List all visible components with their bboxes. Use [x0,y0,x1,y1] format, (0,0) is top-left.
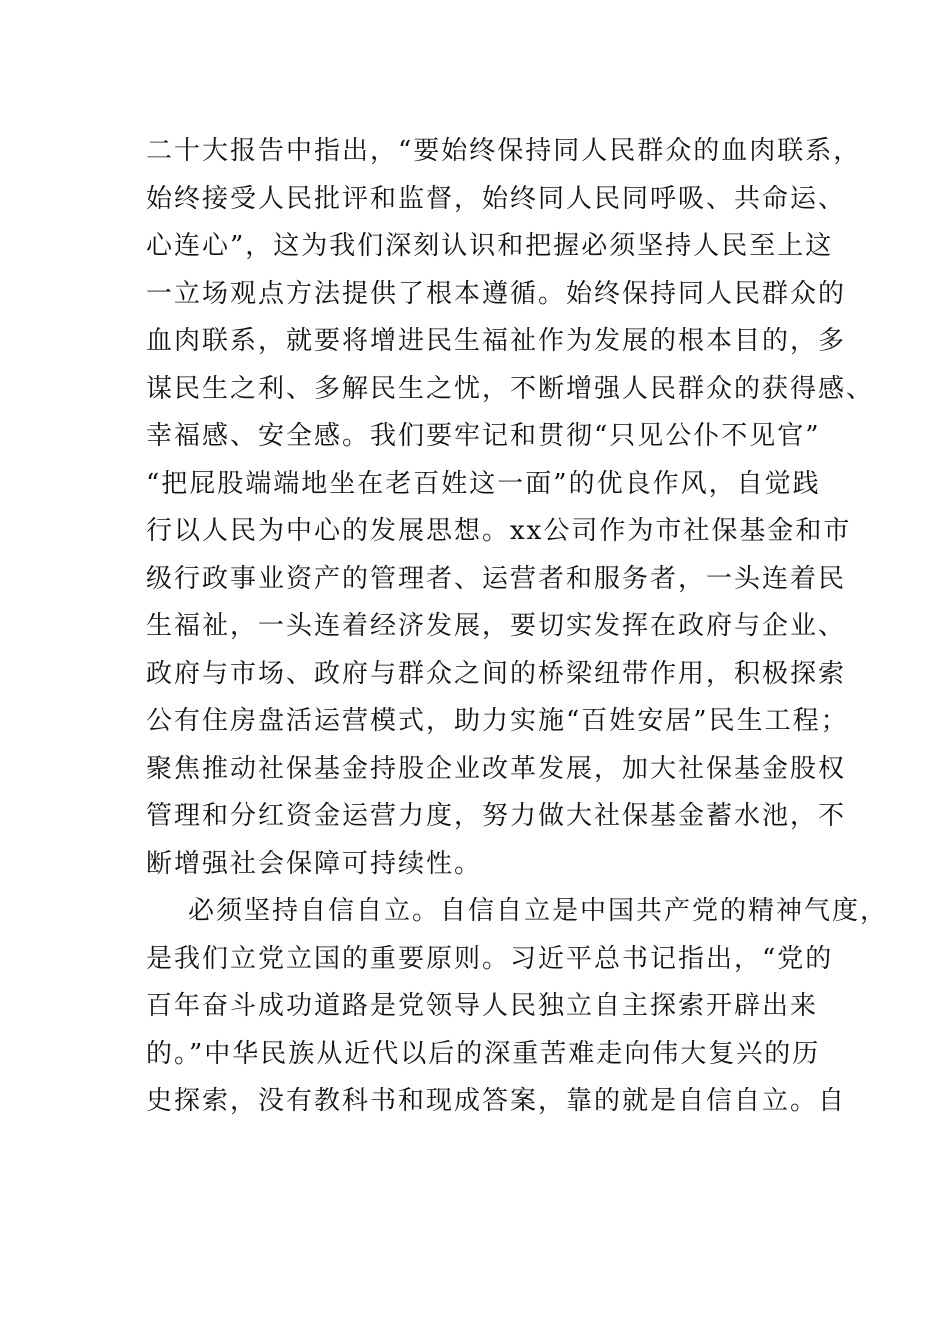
text-line: 政府与市场、政府与群众之间的桥梁纽带作用，积极探索 [146,658,847,689]
text-line: 聚焦推动社保基金持股企业改革发展，加大社保基金股权 [146,753,847,784]
text-line: 始终接受人民批评和监督，始终同人民同呼吸、共命运、 [146,183,847,214]
text-line: 谋民生之利、多解民生之忧，不断增强人民群众的获得感、 [146,373,875,404]
document-body [146,128,889,1126]
text-line: 行以人民为中心的发展思想。xx公司作为市社保基金和市 [146,516,852,546]
text-line: 二十大报告中指出，“要始终保持同人民群众的血肉联系， [146,136,862,166]
text-line: 史探索，没有教科书和现成答案，靠的就是自信自立。自 [146,1086,847,1116]
text-line: 断增强社会保障可持续性。 [146,848,483,879]
text-line: 是我们立党立国的重要原则。习近平总书记指出，“党的 [146,943,834,974]
text-line: 生福祉，一头连着经济发展，要切实发挥在政府与企业、 [146,611,847,641]
paragraph-start-line: 必须坚持自信自立。自信自立是中国共产党的精神气度， [188,896,889,926]
text-line: 管理和分红资金运营力度，努力做大社保基金蓄水池，不 [146,801,847,831]
text-line: 一立场观点方法提供了根本遵循。始终保持同人民群众的 [146,278,847,309]
text-line: 百年奋斗成功道路是党领导人民独立自主探索开辟出来 [146,991,819,1021]
text-line: 幸福感、安全感。我们要牢记和贯彻“只见公仆不见官” [146,421,821,451]
text-line: 级行政事业资产的管理者、运营者和服务者，一头连着民 [146,563,847,594]
text-line: “把屁股端端地坐在老百姓这一面”的优良作风，自觉践 [146,468,821,499]
text-line: 的。”中华民族从近代以后的深重苦难走向伟大复兴的历 [146,1038,821,1069]
text-line: 心连心”，这为我们深刻认识和把握必须坚持人民至上这 [146,231,834,261]
text-line: 公有住房盘活运营模式，助力实施“百姓安居”民生工程； [146,706,849,736]
text-line: 血肉联系，就要将增进民生福祉作为发展的根本目的，多 [146,326,847,356]
